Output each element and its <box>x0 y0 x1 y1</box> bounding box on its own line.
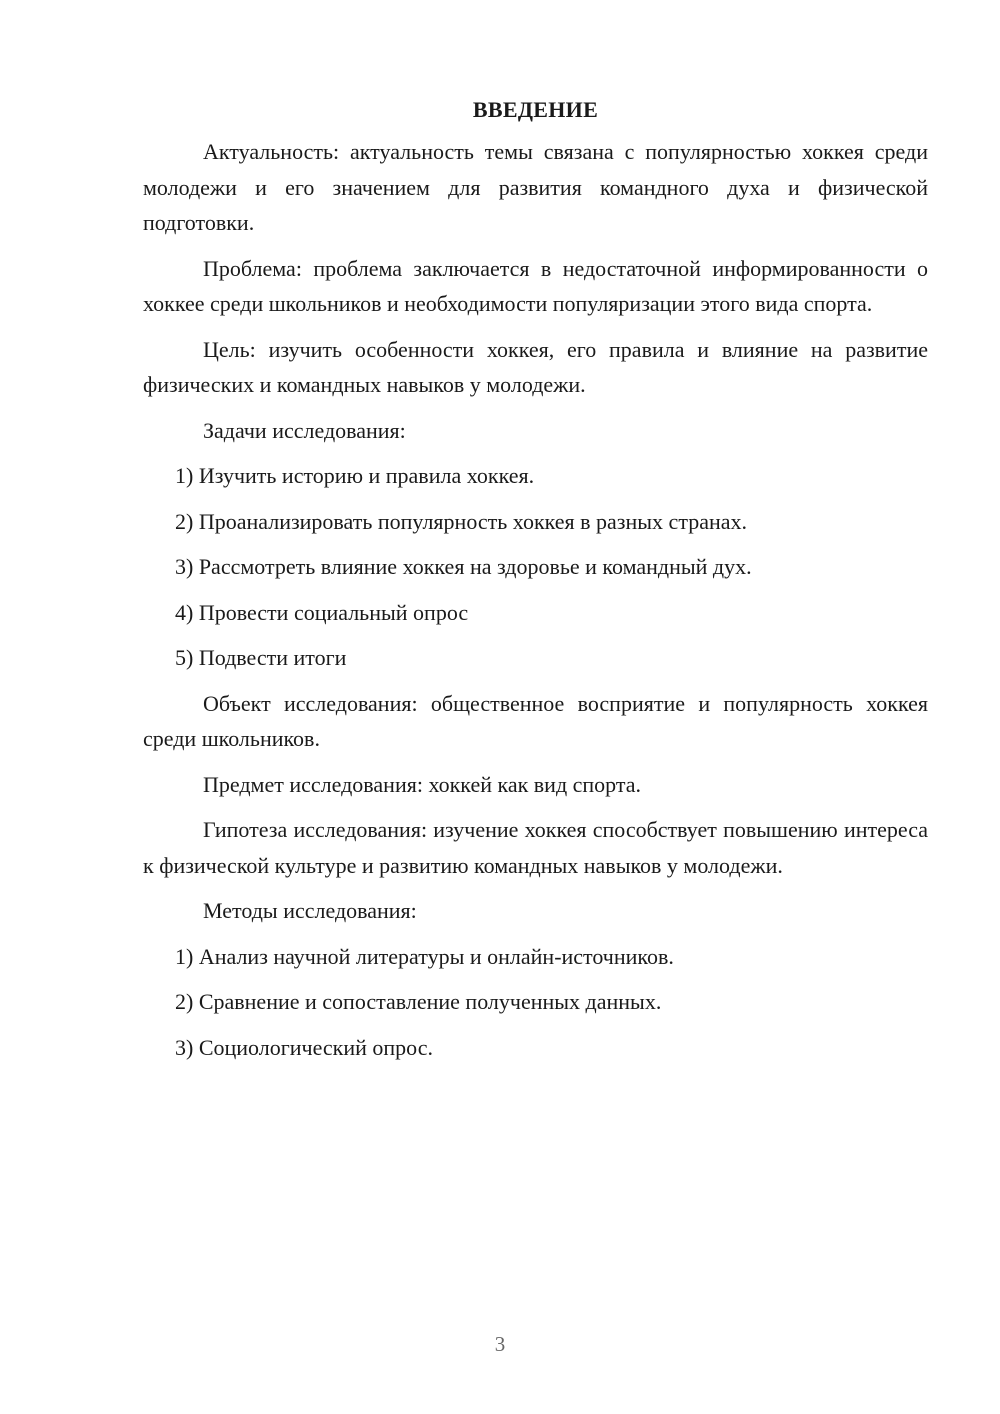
object-paragraph: Объект исследования: общественное восприятие и популярность хоккея среди школьников. <box>143 690 928 751</box>
goal-paragraph: Цель: изучить особенности хоккея, его правила и влияние на развитие физических и командных навыков у молодежи. <box>143 336 928 397</box>
list-item: 2) Сравнение и сопоставление полученных данных. <box>175 989 662 1014</box>
hypothesis-paragraph: Гипотеза исследования: изучение хоккея способствует повышению интереса к физической культуре и развитию командных навыков у молодежи. <box>143 817 928 878</box>
methods-heading: Методы исследования: <box>203 898 417 923</box>
list-item: 1) Изучить историю и правила хоккея. <box>175 463 535 488</box>
page-number: 3 <box>494 1332 506 1356</box>
list-item: 5) Подвести итоги <box>175 645 347 670</box>
list-item: 2) Проанализировать популярность хоккея в разных странах. <box>175 508 747 534</box>
list-item: 1) Анализ научной литературы и онлайн-источников. <box>175 943 674 969</box>
problem-paragraph: Проблема: проблема заключается в недостаточной информированности о хоккее среди школьников и необходимости популяризации этого вида спорта. <box>143 255 928 316</box>
document-page <box>143 93 928 1075</box>
methods-list <box>143 939 928 1066</box>
list-item: 4) Провести социальный опрос <box>175 599 469 625</box>
subject-paragraph: Предмет исследования: хоккей как вид спорта. <box>203 771 642 797</box>
section-title: ВВЕДЕНИЕ <box>472 97 599 122</box>
list-item: 3) Социологический опрос. <box>175 1034 433 1060</box>
tasks-heading: Задачи исследования: <box>203 417 406 443</box>
relevance-paragraph: Актуальность: актуальность темы связана с популярностью хоккея среди молодежи и его значением для развития командного духа и физической подготовки. <box>143 139 928 235</box>
tasks-list <box>143 458 928 676</box>
list-item: 3) Рассмотреть влияние хоккея на здоровье и командный дух. <box>175 554 752 579</box>
